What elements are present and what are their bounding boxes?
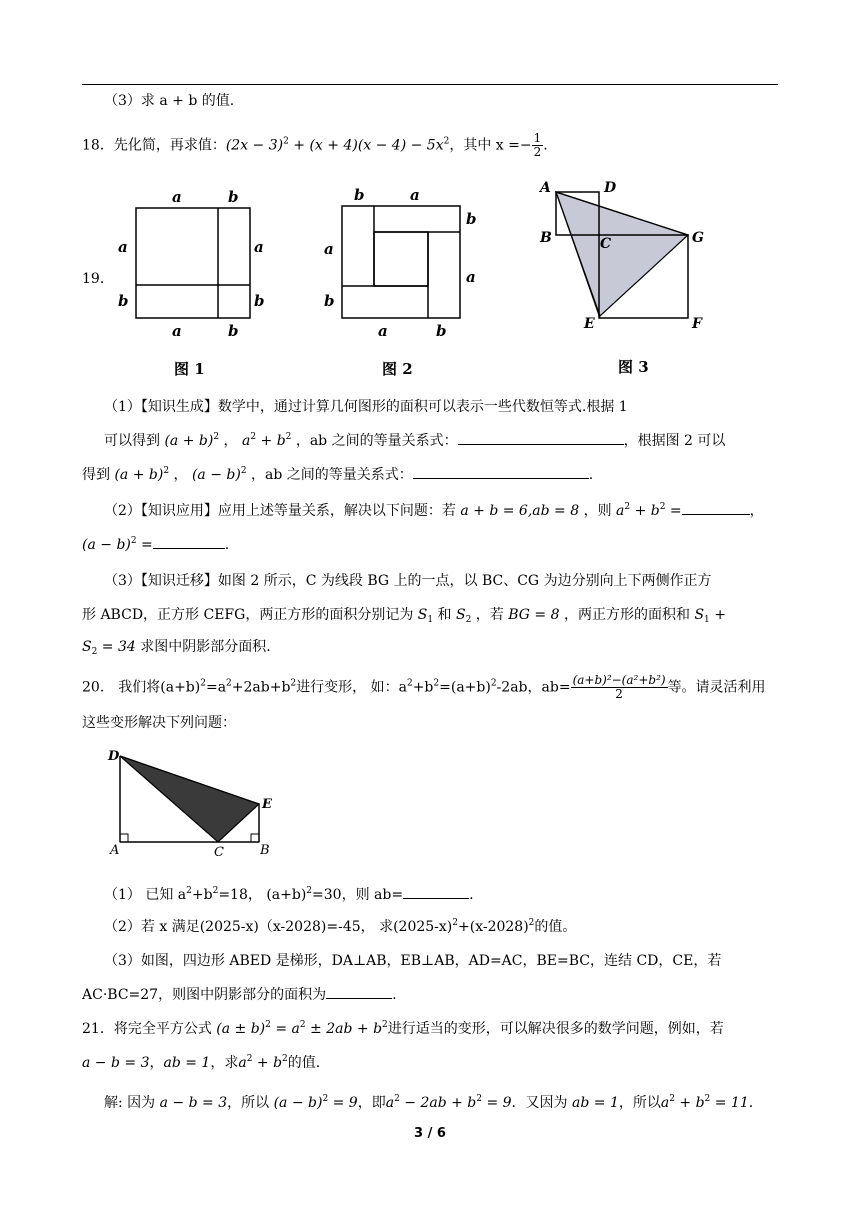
fig2-left-b: b xyxy=(324,292,335,310)
question-21: 21．将完全平方公式 $(a \pm b)^2 = a^2 \pm 2ab + b^2$进行适当的变形，可以解决很多的数学问题，例如，若 xyxy=(82,1020,724,1037)
q20-part3-line2: AC·BC=27，则图中阴影部分的面积为 . xyxy=(82,984,397,1006)
answer-blank-3[interactable] xyxy=(682,500,750,515)
fig3-point-G: G xyxy=(692,230,704,246)
figures-19 xyxy=(110,176,720,382)
fig3-point-F: F xyxy=(692,316,702,332)
fig4-point-E: E xyxy=(262,797,272,812)
fig4-point-D: D xyxy=(108,749,120,764)
q17-part3: （3）求 a + b 的值. xyxy=(104,93,235,109)
q19-part3-line3: $S_2 = 34$ 求图中阴影部分面积. xyxy=(82,639,271,657)
fig4-point-B: B xyxy=(260,843,270,858)
fig1-bottom-a: a xyxy=(172,322,182,340)
question-19-number: 19． xyxy=(82,271,114,287)
question-18: 18．先化简，再求值：$(2x - 3)^2 + (x + 4)(x - 4) - 5x^2$，其中 x =− $\frac{1}{2}$ . xyxy=(82,131,548,159)
page-number: 3 / 6 xyxy=(414,1126,446,1141)
fig3-point-D: D xyxy=(604,180,617,196)
fig1-left-b: b xyxy=(118,292,129,310)
fig4-point-C: C xyxy=(214,845,224,860)
q19-part3-line1: （3）【知识迁移】如图 2 所示，C 为线段 BG 上的一点，以 BC、CG 为边分别向上下两侧作正方 xyxy=(104,573,712,589)
q19-part1-line2: 可以得到 $(a + b)^2$ ， $a^2 + b^2$ ，ab 之间的等量关系式： ，根据图 2 可以 xyxy=(104,432,726,449)
fig2-bottom-a: a xyxy=(378,322,388,340)
fig1-top-b: b xyxy=(228,188,239,206)
answer-blank-6[interactable] xyxy=(326,984,392,999)
figure-3 xyxy=(538,180,704,376)
question-21-line2: a − b = 3，ab = 1，求$a^2 + b^2$的值. xyxy=(82,1054,321,1071)
answer-blank-4[interactable] xyxy=(153,534,225,549)
fig2-top-b: b xyxy=(354,186,365,204)
question-20-line2: 这些变形解决下列问题： xyxy=(82,715,236,731)
q20-part3-line1: （3）如图，四边形 ABED 是梯形，DA⊥AB，EB⊥AB，AD=AC，BE=BC，连结 CD，CE，若 xyxy=(104,953,722,969)
fraction-half: $\frac{1}{2}$ xyxy=(533,131,542,159)
q19-part2-line1: （2）【知识应用】应用上述等量关系，解决以下问题：若 a + b = 6,ab = 8 ，则 $a^2 + b^2$ = ， xyxy=(104,502,764,519)
q20-part1: （1） 已知 $a^2+b^2=18$， $(a+b)^2=30$，则 ab= . xyxy=(104,886,474,903)
question-20: 20． 我们将$(a+b)^2=a^2+2ab+b^2$进行变形， 如：$a^2+b^2=(a+b)^2-2ab$，ab= $\frac{\text{(a+b)²−(a²+b²)}}{2}$ 等。请灵活利用 xyxy=(82,673,766,701)
fig1-top-a: a xyxy=(172,188,182,206)
fig3-point-C: C xyxy=(600,236,612,252)
answer-blank-2[interactable] xyxy=(413,464,589,479)
q19-part3-line2: 形 ABCD，正方形 CEFG，两正方形的面积分别记为 $S_1$ 和 $S_2$ ，若 BG = 8 ，两正方形的面积和 $S_1$ + xyxy=(82,607,726,625)
fig2-top-a: a xyxy=(410,186,420,204)
q19-part1-line1: （1）【知识生成】数学中，通过计算几何图形的面积可以表示一些代数恒等式.根据 1 xyxy=(104,399,628,415)
q19-part2-line2: $(a - b)^2$ = . xyxy=(82,536,230,553)
fig3-point-A: A xyxy=(540,180,551,196)
figure-2 xyxy=(324,186,477,378)
header-rule xyxy=(82,84,778,85)
fig2-right-a: a xyxy=(466,268,476,286)
fig1-bottom-b: b xyxy=(228,322,239,340)
q20-part2: （2）若 x 满足(2025-x)（x-2028)=-45， 求$(2025-x)^2+(x-2028)^2$的值。 xyxy=(104,918,577,935)
fig2-left-a: a xyxy=(324,240,334,258)
fig1-left-a: a xyxy=(118,238,128,256)
fig3-caption: 图 3 xyxy=(618,358,649,376)
fig2-bottom-b: b xyxy=(436,322,447,340)
fig4-point-A: A xyxy=(110,843,120,858)
fig3-point-E: E xyxy=(584,316,595,332)
q19-part1-line3: 得到 $(a + b)^2$ ， $(a - b)^2$ ，ab 之间的等量关系式： . xyxy=(82,466,594,483)
answer-blank-5[interactable] xyxy=(403,884,469,899)
fig1-caption: 图 1 xyxy=(174,360,205,378)
fig1-right-a: a xyxy=(254,238,264,256)
fig2-caption: 图 2 xyxy=(382,360,413,378)
fig1-right-b: b xyxy=(254,292,265,310)
question-21-solution: 解: 因为 a − b = 3，所以 $(a - b)^2 = 9$，即$a^2 - 2ab + b^2 = 9$．又因为 ab = 1，所以$a^2 + b^2 = 11$. xyxy=(104,1094,754,1111)
figure-1 xyxy=(118,188,265,378)
answer-blank-1[interactable] xyxy=(458,430,624,445)
fig3-point-B: B xyxy=(540,230,552,246)
fig2-right-b: b xyxy=(466,210,477,228)
figure-trapezoid xyxy=(104,746,284,862)
fraction-ab: $\frac{\text{(a+b)²−(a²+b²)}}{2}$ xyxy=(572,673,666,701)
